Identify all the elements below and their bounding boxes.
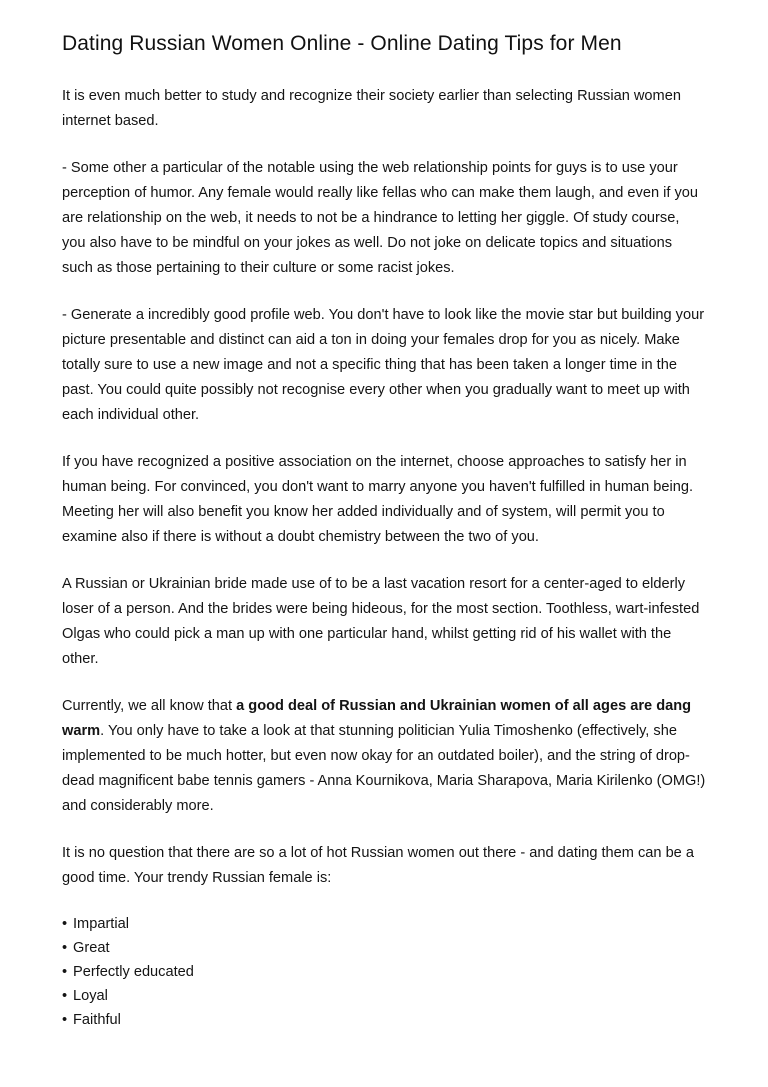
list-item-label: Perfectly educated [73, 964, 194, 981]
list-item [62, 937, 706, 960]
paragraph-1: It is even much better to study and recognize their society earlier than selecting Russian women internet based. [62, 88, 681, 130]
highlight-bold: a good deal of Russian and Ukrainian women of all ages are dang warm [62, 698, 692, 740]
paragraph-highlight [62, 694, 706, 819]
bullet-icon: • [62, 940, 68, 957]
list-item [62, 1009, 706, 1032]
list-item [62, 985, 706, 1008]
bullet-icon: • [62, 964, 68, 981]
paragraph-closing: It is no question that there are so a lot of hot Russian women out there - and dating them can be a good time. Your trendy Russian female is: [62, 845, 694, 887]
highlight-lead: Currently, we all know that [62, 698, 237, 715]
highlight-tail: . You only have to take a look at that stunning politician Yulia Timoshenko (effectively, she implemented to be much hotter, but even now okay for an outdated boiler), and the string of drop-dead magnificent babe tennis gamers - Anna Kournikova, Maria Sharapova, Maria Kirilenko (OMG!) and considerably more. [62, 723, 706, 815]
list-item-label: Loyal [73, 988, 108, 1005]
page-title: Dating Russian Women Online - Online Dating Tips for Men [62, 32, 622, 55]
list-item [62, 961, 706, 984]
list-item-label: Faithful [73, 1012, 121, 1029]
list-item-label: Impartial [73, 916, 129, 933]
paragraph-4: If you have recognized a positive association on the internet, choose approaches to satisfy her in human being. For convinced, you don't want to marry anyone you haven't fulfilled in human being. Meeting her will also benefit you know her added individually and of system, will permit you to examine also if there is without a doubt chemistry between the two of you. [62, 454, 694, 546]
traits-list [62, 913, 706, 1032]
bullet-icon: • [62, 1012, 68, 1029]
bullet-icon: • [62, 988, 68, 1005]
list-item [62, 913, 706, 936]
paragraph-3: - Generate a incredibly good profile web. You don't have to look like the movie star but building your picture presentable and distinct can aid a ton in doing your females drop for you as nicely. Make totally sure to use a new image and not a specific thing that has been taken a longer time in the past. You could quite possibly not recognise every other when you gradually want to meet up with each individual other. [62, 307, 705, 424]
paragraph-5: A Russian or Ukrainian bride made use of to be a last vacation resort for a center-aged to elderly loser of a person. And the brides were being hideous, for the most section. Toothless, wart-infested Olgas who could pick a man up with one particular hand, whilst getting rid of his wallet with the other. [62, 576, 700, 668]
paragraph-2: - Some other a particular of the notable using the web relationship points for guys is to use your perception of humor. Any female would really like fellas who can make them laugh, and even if you are relationship on the web, it needs to not be a hindrance to letting her giggle. Of study course, you also have to be mindful on your jokes as well. Do not joke on delicate topics and situations such as those pertaining to their culture or some racist jokes. [62, 160, 698, 277]
list-item-label: Great [73, 940, 110, 957]
bullet-icon: • [62, 916, 68, 933]
